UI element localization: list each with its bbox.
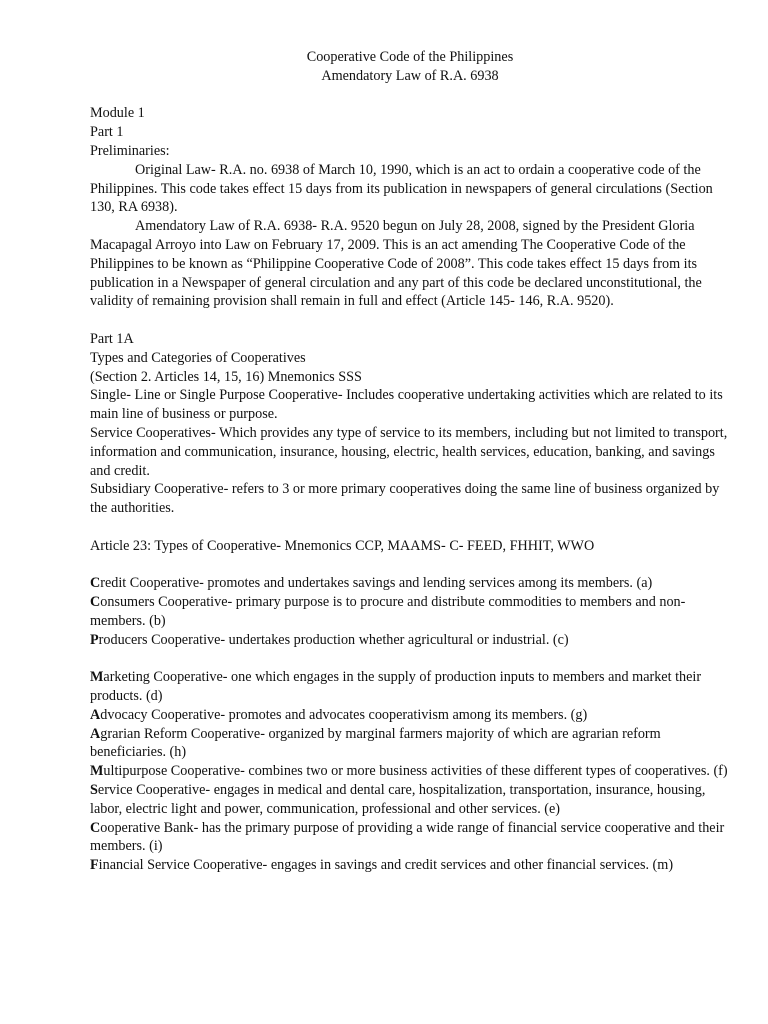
cooperative-type-item — [90, 819, 730, 857]
cooperative-type-item — [90, 574, 730, 593]
part-1-label: Part 1 — [90, 124, 124, 141]
cooperative-type-item — [90, 856, 730, 875]
mnemonic-initial: P — [90, 631, 99, 648]
cooperative-type-item — [90, 593, 730, 631]
original-law-paragraph: Original Law- R.A. no. 6938 of March 10, 1990, which is an act to ordain a cooperative code of the Philippines. This code takes effect 15 days from its publication in newspapers of general circulations (Section 130, RA 6938). — [90, 161, 713, 216]
document-page — [90, 48, 730, 875]
mnemonic-initial: F — [90, 857, 99, 874]
types-heading: Types and Categories of Cooperatives — [90, 349, 306, 366]
cooperative-type-text: ooperative Bank- has the primary purpose of providing a wide range of financial service cooperative and their members. (i) — [90, 819, 725, 855]
cooperative-type-text: onsumers Cooperative- primary purpose is to procure and distribute commodities to members and non-members. (b) — [90, 594, 686, 629]
cooperative-type-item — [90, 668, 730, 706]
mnemonic-initial: A — [90, 725, 101, 742]
cooperative-types-group-1 — [90, 574, 730, 649]
service-cooperatives-paragraph: Service Cooperatives- Which provides any type of service to its members, including but not limited to transport, information and communication, insurance, housing, electric, health services, education, banking, and savings and credit. — [90, 424, 728, 479]
cooperative-type-item — [90, 781, 730, 819]
cooperative-type-text: roducers Cooperative- undertakes production whether agricultural or industrial. (c) — [98, 631, 569, 648]
cooperative-type-item — [90, 762, 730, 781]
document-subtitle: Amendatory Law of R.A. 6938 — [321, 67, 499, 84]
part-1a-label: Part 1A — [90, 330, 134, 347]
single-purpose-paragraph: Single- Line or Single Purpose Cooperative- Includes cooperative undertaking activities which are related to its main line of business or purpose. — [90, 387, 723, 423]
cooperative-type-text: dvocacy Cooperative- promotes and advocates cooperativism among its members. (g) — [100, 706, 588, 723]
cooperative-type-text: arketing Cooperative- one which engages in the supply of production inputs to members and market their products. (d) — [90, 669, 702, 705]
cooperative-types-group-2 — [90, 668, 730, 875]
cooperative-type-text: redit Cooperative- promotes and undertakes savings and lending services among its members. (a) — [100, 575, 653, 592]
module-label: Module 1 — [90, 105, 145, 122]
mnemonic-initial: C — [90, 594, 101, 611]
cooperative-type-item — [90, 725, 730, 763]
subsidiary-paragraph: Subsidiary Cooperative- refers to 3 or more primary cooperatives doing the same line of business organized by the authorities. — [90, 481, 720, 517]
mnemonic-initial: M — [90, 669, 104, 686]
cooperative-type-text: ultipurpose Cooperative- combines two or more business activities of these different types of cooperatives. (f) — [103, 763, 728, 780]
preliminaries-heading: Preliminaries: — [90, 142, 170, 159]
cooperative-type-text: ervice Cooperative- engages in medical and dental care, hospitalization, transportation, insurance, housing, labor, electric light and power, communication, professional and other services. (e) — [90, 782, 706, 817]
mnemonic-initial: M — [90, 763, 104, 780]
mnemonic-initial: C — [90, 819, 101, 836]
mnemonic-initial: S — [90, 782, 98, 799]
mnemonic-initial: A — [90, 706, 101, 723]
section-2-line: (Section 2. Articles 14, 15, 16) Mnemonics SSS — [90, 368, 362, 385]
cooperative-type-text: inancial Service Cooperative- engages in savings and credit services and other financial services. (m) — [98, 857, 674, 874]
amendatory-law-paragraph: Amendatory Law of R.A. 6938- R.A. 9520 begun on July 28, 2008, signed by the President Gloria Macapagal Arroyo into Law on February 17, 2009. This is an act amending The Cooperative Code of the Philippines to be known as “Philippine Cooperative Code of 2008”. This code takes effect 15 days from its publication in a Newspaper of general circulation and any part of this code be declared unconstitutional, the validity of remaining provision shall remain in full and effect (Article 145- 146, R.A. 9520). — [90, 218, 702, 310]
document-title: Cooperative Code of the Philippines — [306, 49, 514, 65]
article-23-heading: Article 23: Types of Cooperative- Mnemonics CCP, MAAMS- C- FEED, FHHIT, WWO — [90, 537, 595, 554]
cooperative-type-item — [90, 631, 730, 650]
mnemonic-initial: C — [90, 575, 101, 592]
cooperative-type-item — [90, 706, 730, 725]
cooperative-type-text: grarian Reform Cooperative- organized by marginal farmers majority of which are agrarian reform beneficiaries. (h) — [90, 725, 661, 761]
